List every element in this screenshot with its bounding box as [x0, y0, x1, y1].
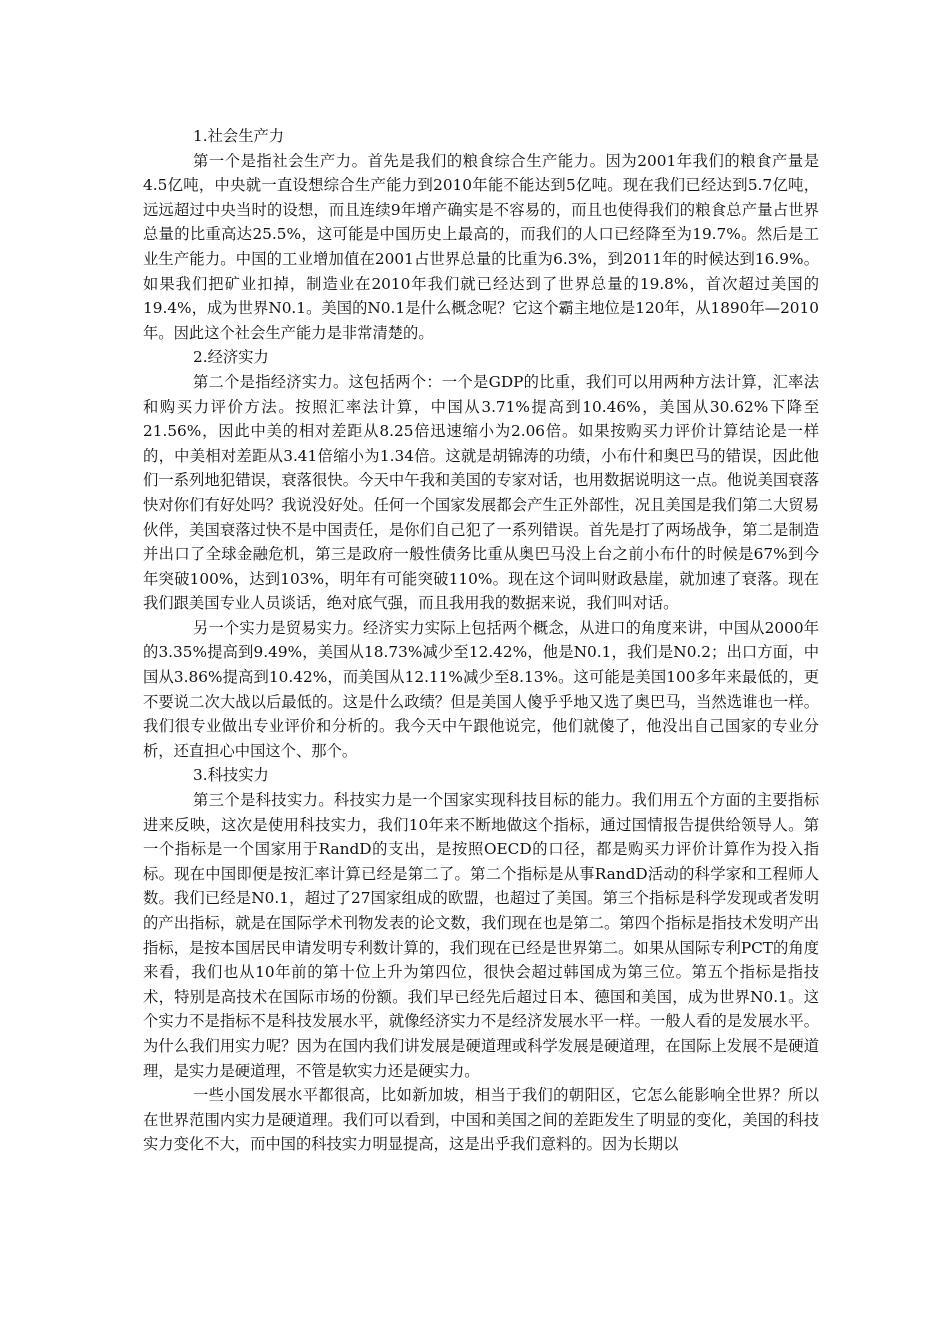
section-heading-tech-strength: 3.科技实力	[193, 766, 269, 785]
paragraph-trade-strength: 另一个实力是贸易实力。经济实力实际上包括两个概念，从进口的角度来讲，中国从2000年的3.35%提高到9.49%，美国从18.73%减少至12.42%，他是N0.1，我们是N0.2；出口方面，中国从3.86%提高到10.42%，而美国从12.11%减少至8.13%。这可能是美国100多年来最低的，更不要说二次大战以后最低的。这是什么政绩？但是美国人傻乎乎地又选了奥巴马，当然选谁也一样。我们很专业做出专业评价和分析的。我今天中午跟他说完，他们就傻了，他没出自己国家的专业分析，还直担心中国这个、那个。	[143, 618, 819, 760]
section-heading-economic-strength: 2.经济实力	[193, 348, 269, 367]
paragraph-economic-strength: 第二个是指经济实力。这包括两个：一个是GDP的比重，我们可以用两种方法计算，汇率法和购买力评价方法。按照汇率法计算，中国从3.71%提高到10.46%，美国从30.62%下降至21.56%，因此中美的相对差距从8.25倍迅速缩小为2.06倍。如果按购买力评价计算结论是一样的，中美相对差距从3.41倍缩小为1.34倍。这就是胡锦涛的功绩，小布什和奥巴马的错误，因此他们一系列地犯错误，衰落很快。今天中午我和美国的专家对话，也用数据说明这一点。他说美国衰落快对你们有好处吗？我说没好处。任何一个国家发展都会产生正外部性，况且美国是我们第二大贸易伙伴，美国衰落过快不是中国责任，是你们自己犯了一系列错误。首先是打了两场战争，第二是制造并出口了全球金融危机，第三是政府一般性债务比重从奥巴马没上台之前小布什的时候是67%到今年突破100%，达到103%，明年有可能突破110%。现在这个词叫财政悬崖，就加速了衰落。现在我们跟美国专业人员谈话，绝对底气强，而且我用我的数据来说，我们叫对话。	[143, 372, 819, 613]
paragraph-tech-strength: 第三个是科技实力。科技实力是一个国家实现科技目标的能力。我们用五个方面的主要指标进来反映，这次是使用科技实力，我们10年来不断地做这个指标，通过国情报告提供给领导人。第一个指标是一个国家用于RandD的支出，是按照OECD的口径，都是购买力评价计算作为投入指标。现在中国即便是按汇率计算已经是第二了。第二个指标是从事RandD活动的科学家和工程师人数。我们已经是N0.1，超过了27国家组成的欧盟，也超过了美国。第三个指标是科学发现或者发明的产出指标，就是在国际学术刊物发表的论文数，我们现在也是第二。第四个指标是指技术发明产出指标，是按本国居民申请发明专利数计算的，我们现在已经是世界第二。如果从国际专利PCT的角度来看，我们也从10年前的第十位上升为第四位，很快会超过韩国成为第三位。第五个指标是指技术，特别是高技术在国际市场的份额。我们早已经先后超过日本、德国和美国，成为世界N0.1。这个实力不是指标不是科技发展水平，就像经济实力不是经济发展水平一样。一般人看的是发展水平。为什么我们用实力呢？因为在国内我们讲发展是硬道理或科学发展是硬道理，在国际上发展不是硬道理，是实力是硬道理，不管是软实力还是硬实力。	[143, 791, 819, 1080]
document-body	[143, 124, 819, 1157]
section-heading-social-productivity: 1.社会生产力	[193, 127, 285, 145]
paragraph-social-productivity: 第一个是指社会生产力。首先是我们的粮食综合生产能力。因为2001年我们的粮食产量是4.5亿吨，中央就一直设想综合生产能力到2010年能不能达到5亿吨。现在我们已经达到5.7亿吨，远远超过中央当时的设想，而且连续9年增产确实是不容易的，而且也使得我们的粮食总产量占世界总量的比重高达25.5%，这可能是中国历史上最高的，而我们的人口已经降至为19.7%。然后是工业生产能力。中国的工业增加值在2001占世界总量的比重为6.3%，到2011年的时候达到16.9%。如果我们把矿业扣掉，制造业在2010年我们就已经达到了世界总量的19.8%，首次超过美国的19.4%，成为世界N0.1。美国的N0.1是什么概念呢？它这个霸主地位是120年，从1890年—2010年。因此这个社会生产能力是非常清楚的。	[143, 151, 819, 342]
paragraph-small-countries: 一些小国发展水平都很高，比如新加坡，相当于我们的朝阳区，它怎么能影响全世界？所以在世界范围内实力是硬道理。我们可以看到，中国和美国之间的差距发生了明显的变化，美国的科技实力变化不大，而中国的科技实力明显提高，这是出乎我们意料的。因为长期以	[143, 1086, 819, 1154]
